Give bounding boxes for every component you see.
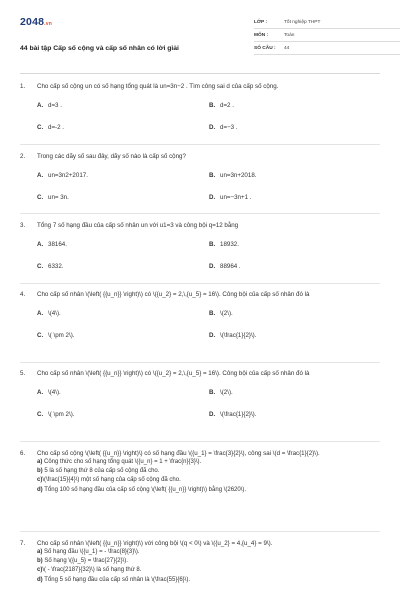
statement-c[interactable] [37,476,382,485]
statement-letter: b) [37,468,43,475]
divider [20,213,380,214]
question-number: 1. [20,83,26,90]
option-letter: B. [209,172,216,179]
question-number: 3. [20,222,26,229]
question-text: Cho cấp số cộng \(\left( {{u_n}} \right)\) có số hạng đầu \({u_1} = \frac{3}{2}\), công sai \(d = \frac{1}{2}\). [37,450,320,457]
answer-options [37,161,382,211]
answer-options [37,91,382,141]
question-3 [20,221,382,280]
statement-letter: a) [37,459,43,465]
option-letter: A. [37,241,44,248]
option-text: \(2\). [220,389,233,396]
option-letter: D. [209,332,216,339]
statement-text: Tổng 5 số hạng đầu của cấp số nhân là \(\frac{55}{6}\). [44,576,191,583]
statement-a[interactable] [37,548,382,557]
site-logo[interactable] [20,16,52,28]
meta-value: Tốt nghiệp THPT [284,19,321,25]
question-2 [20,152,382,211]
option-text: \( \pm 2\). [48,411,75,418]
statement-b[interactable] [37,557,382,566]
statement-text: Công thức cho số hạng tổng quát \({u_n} = 1 + \frac{n}{3}\). [44,459,202,465]
question-1 [20,82,382,141]
option-b[interactable] [209,172,256,180]
meta-label: SỐ CÂU : [254,45,276,51]
question-number: 4. [20,291,26,298]
option-text: un=3n+2018. [220,172,257,179]
option-letter: A. [37,172,44,179]
option-a[interactable] [37,241,67,249]
question-4 [20,290,382,349]
meta-table [254,16,400,55]
question-text: Cho cấp số cộng un có số hạng tổng quát là un=3n−2 . Tìm công sai d của cấp số cộng. [37,83,279,90]
option-letter: C. [37,194,44,201]
statement-d[interactable] [37,576,382,585]
document-header [20,14,380,74]
option-text: un=−3n+1 . [220,194,252,201]
question-number: 7. [20,540,26,547]
statement-text: \( - \frac{2187}{32}\) là số hạng thứ 8. [42,567,142,574]
option-text: d=-2 . [48,124,64,131]
statement-d[interactable] [37,486,382,495]
logo-suffix: .vn [44,21,52,27]
question-text: Tổng 7 số hạng đầu của cấp số nhân un với u1=3 và công bội q=12 bằng [37,222,239,229]
option-letter: A. [37,389,44,396]
statement-text: Tổng 100 số hạng đầu của cấp số cộng \(\left( {{u_n}} \right)\) bằng \(2620\). [44,486,247,493]
question-text: Trong các dãy số sau đây, dãy số nào là cấp số cộng? [37,153,186,160]
option-text: 18932. [220,241,239,248]
statement-text: 5 là số hạng thứ 8 của cấp số cộng đã cho. [44,468,160,475]
option-letter: B. [209,310,216,317]
divider [20,441,380,442]
statement-letter: b) [37,558,43,565]
statement-letter: a) [37,549,43,555]
option-letter: A. [37,310,44,317]
option-text: \( \pm 2\). [48,332,75,339]
option-letter: B. [209,241,216,248]
meta-row-class [254,16,400,29]
option-letter: B. [209,102,216,109]
option-c[interactable] [37,194,69,202]
question-text: Cho cấp số nhân \(\left( {{u_n}} \right)\) có \({u_2} = 2,\,{u_5} = 16\). Công bội của cấp số nhân đó là [37,291,310,298]
option-text: d=−3 . [220,124,238,131]
option-text: \(2\). [220,310,233,317]
option-b[interactable] [209,102,234,110]
option-letter: C. [37,411,44,418]
divider [20,144,380,145]
option-d[interactable] [209,124,238,132]
option-text: 88964 . [220,263,241,270]
option-c[interactable] [37,411,74,419]
statement-b[interactable] [37,467,382,476]
statement-text: Số hạng \({u_5} = \frac{27}{2}\). [44,558,128,565]
option-d[interactable] [209,263,241,271]
option-text: 6332. [48,263,64,270]
option-text: \(\frac{1}{2}\). [220,332,257,339]
option-letter: C. [37,332,44,339]
option-d[interactable] [209,411,256,419]
option-text: 38164. [48,241,67,248]
meta-label: LỚP : [254,19,268,25]
option-c[interactable] [37,332,74,340]
answer-options [37,299,382,349]
logo-main: 2048 [20,16,45,28]
statement-letter: c) [37,567,43,574]
option-letter: D. [209,194,216,201]
question-number: 5. [20,370,26,377]
option-text: d=3 . [48,102,62,109]
answer-options [37,378,382,428]
answer-options [37,230,382,280]
option-text: \(\frac{1}{2}\). [220,411,257,418]
option-letter: D. [209,411,216,418]
question-6 [20,449,382,495]
option-letter: B. [209,389,216,396]
meta-row-subject [254,29,400,42]
statement-text: \(\frac{15}{4}\) một số hạng của cấp số cộng đã cho. [42,477,181,484]
statement-a[interactable] [37,458,382,467]
option-text: \(4\). [48,389,61,396]
statement-letter: d) [37,576,43,583]
option-letter: A. [37,102,44,109]
divider [20,362,380,363]
option-text: \(4\). [48,310,61,317]
option-letter: D. [209,124,216,131]
option-b[interactable] [209,310,233,318]
meta-label: MÔN : [254,32,269,38]
option-a[interactable] [37,389,61,397]
question-5 [20,369,382,428]
option-b[interactable] [209,241,239,249]
option-text: un=3n2+2017. [48,172,88,179]
option-d[interactable] [209,332,256,340]
option-d[interactable] [209,194,251,202]
option-letter: C. [37,124,44,131]
option-c[interactable] [37,124,64,132]
option-text: d=2 . [220,102,234,109]
question-7 [20,539,382,585]
meta-value: Toán [284,32,295,38]
meta-row-count [254,42,400,55]
option-a[interactable] [37,310,61,318]
option-text: un= 3n. [48,194,69,201]
option-a[interactable] [37,102,62,110]
option-a[interactable] [37,172,88,180]
option-letter: C. [37,263,44,270]
question-text: Cho cấp số nhân \(\left( {{u_n}} \right)\) với công bội \(q < 0\) và \({u_2} = 4,{u_4} = 9\). [37,540,273,547]
option-letter: D. [209,263,216,270]
meta-value: 44 [284,45,290,51]
statement-c[interactable] [37,566,382,575]
statement-text: Số hạng đầu \({u_1} = - \frac{8}{3}\). [44,549,140,555]
option-b[interactable] [209,389,233,397]
divider [20,283,380,284]
question-number: 2. [20,153,26,160]
option-c[interactable] [37,263,63,271]
statement-letter: c) [37,477,43,484]
document-title: 44 bài tập Cấp số cộng và cấp số nhân có lời giải [20,45,179,52]
question-number: 6. [20,450,26,457]
question-text: Cho cấp số nhân \(\left( {{u_n}} \right)\) có \({u_2} = 2,\,{u_5} = 16\). Công bội của cấp số nhân đó là [37,370,310,377]
divider [20,531,380,532]
statement-letter: d) [37,486,43,493]
